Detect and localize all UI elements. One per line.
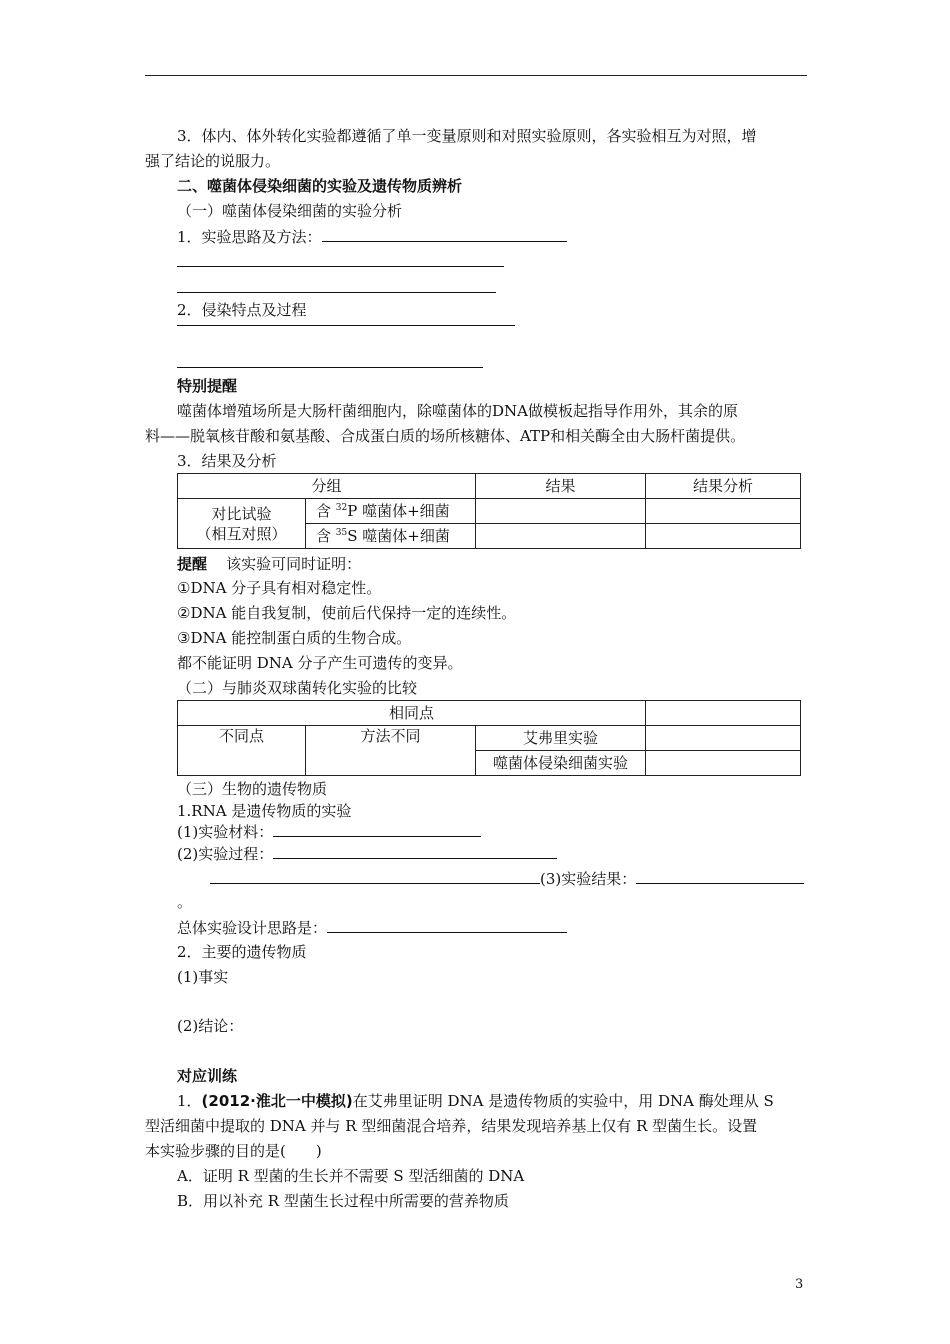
question-source: (2012·淮北一中模拟)	[201, 1092, 353, 1110]
item-1-label: 1．实验思路及方法：	[177, 226, 567, 247]
rna-result: (3)实验结果：	[210, 868, 804, 889]
para-3-line1: 3．体内、体外转化实验都遵循了单一变量原则和对照实验原则，各实验相互为对照，增	[177, 127, 757, 145]
header-group: 分组	[178, 474, 476, 499]
item-2-label: 2．侵染特点及过程	[177, 301, 307, 319]
blank-line	[177, 367, 483, 368]
cell-blank	[476, 524, 646, 549]
main-material-title: 2．主要的遗传物质	[177, 943, 307, 961]
item-3-label: 3．结果及分析	[177, 452, 277, 470]
page-number: 3	[795, 1277, 804, 1292]
blank-line	[636, 868, 804, 884]
para-3-line2: 强了结论的说服力。	[145, 152, 281, 170]
method-diff-header: 方法不同	[306, 726, 476, 776]
training-title: 对应训练	[177, 1067, 238, 1085]
blank-line	[177, 325, 515, 326]
tip-line1: 噬菌体增殖场所是大肠杆菌细胞内，除噬菌体的DNA做模板起指导作用外，其余的原	[177, 402, 738, 420]
remind-point-3: ③DNA 能控制蛋白质的生物合成。	[177, 629, 412, 647]
period-mark: 。	[177, 893, 193, 911]
option-b: B．用以补充 R 型菌生长过程中所需要的营养物质	[177, 1192, 509, 1210]
row-p32: 含 $^{32}$P 噬菌体+细菌	[306, 499, 476, 524]
cell-blank	[646, 726, 801, 751]
question-1-line1: 1．(2012·淮北一中模拟)在艾弗里证明 DNA 是遗传物质的实验中，用 DNA 酶处理从 S	[177, 1092, 774, 1110]
cell-blank	[646, 701, 801, 726]
blank-line	[322, 226, 567, 242]
conclusion-label: (2)结论：	[177, 1017, 244, 1035]
question-1-line2: 型活细菌中提取的 DNA 并与 R 型细菌混合培养，结果发现培养基上仅有 R 型菌生长。设置	[145, 1117, 758, 1135]
avery-label: 艾弗里实验	[476, 726, 646, 751]
sub-2-title: （二）与肺炎双球菌转化实验的比较	[177, 679, 418, 697]
sub-1-title: （一）噬菌体侵染细菌的实验分析	[177, 202, 403, 220]
row-s35: 含 $^{35}$S 噬菌体+细菌	[306, 524, 476, 549]
tip-title: 特别提醒	[177, 377, 238, 395]
results-table	[177, 473, 801, 549]
cell-blank	[476, 499, 646, 524]
section-2-title: 二、噬菌体侵染细菌的实验及遗传物质辨析	[177, 177, 463, 195]
blank-line	[273, 843, 557, 859]
remind-line	[177, 554, 361, 574]
group-label	[178, 499, 306, 549]
question-1-line3: 本实验步骤的目的是( )	[145, 1142, 322, 1160]
remind-point-1: ①DNA 分子具有相对稳定性。	[177, 579, 382, 597]
blank-line	[210, 868, 540, 884]
cell-blank	[646, 499, 801, 524]
same-points-header: 相同点	[178, 701, 646, 726]
option-a: A．证明 R 型菌的生长并不需要 S 型活细菌的 DNA	[177, 1167, 525, 1185]
overall-design: 总体实验设计思路是：	[177, 917, 567, 938]
rna-title: 1.RNA 是遗传物质的实验	[177, 802, 352, 820]
blank-line	[177, 292, 496, 293]
cell-blank	[646, 751, 801, 776]
diff-points-header: 不同点	[178, 726, 306, 776]
blank-line	[177, 266, 504, 267]
phage-label: 噬菌体侵染细菌实验	[476, 751, 646, 776]
sub-3-title: （三）生物的遗传物质	[177, 780, 328, 798]
fact-label: (1)事实	[177, 968, 229, 986]
header-analysis: 结果分析	[646, 474, 801, 499]
group-label-line2: （相互对照）	[196, 524, 287, 543]
group-label-line1: 对比试验	[211, 504, 272, 523]
header-result: 结果	[476, 474, 646, 499]
blank-line	[273, 821, 481, 837]
cell-blank	[646, 524, 801, 549]
remind-label: 提醒	[177, 555, 208, 573]
remind-point-2: ②DNA 能自我复制，使前后代保持一定的连续性。	[177, 604, 517, 622]
remind-point-4: 都不能证明 DNA 分子产生可遗传的变异。	[177, 654, 463, 672]
tip-line2: 料——脱氧核苷酸和氨基酸、合成蛋白质的场所核糖体、ATP和相关酶全由大肠杆菌提供。	[145, 427, 746, 445]
blank-line	[327, 917, 567, 933]
remind-text: 该实验可同时证明：	[226, 555, 362, 573]
rna-material: (1)实验材料：	[177, 821, 481, 842]
header-rule	[145, 75, 807, 76]
comparison-table	[177, 700, 801, 776]
rna-process: (2)实验过程：	[177, 843, 557, 864]
